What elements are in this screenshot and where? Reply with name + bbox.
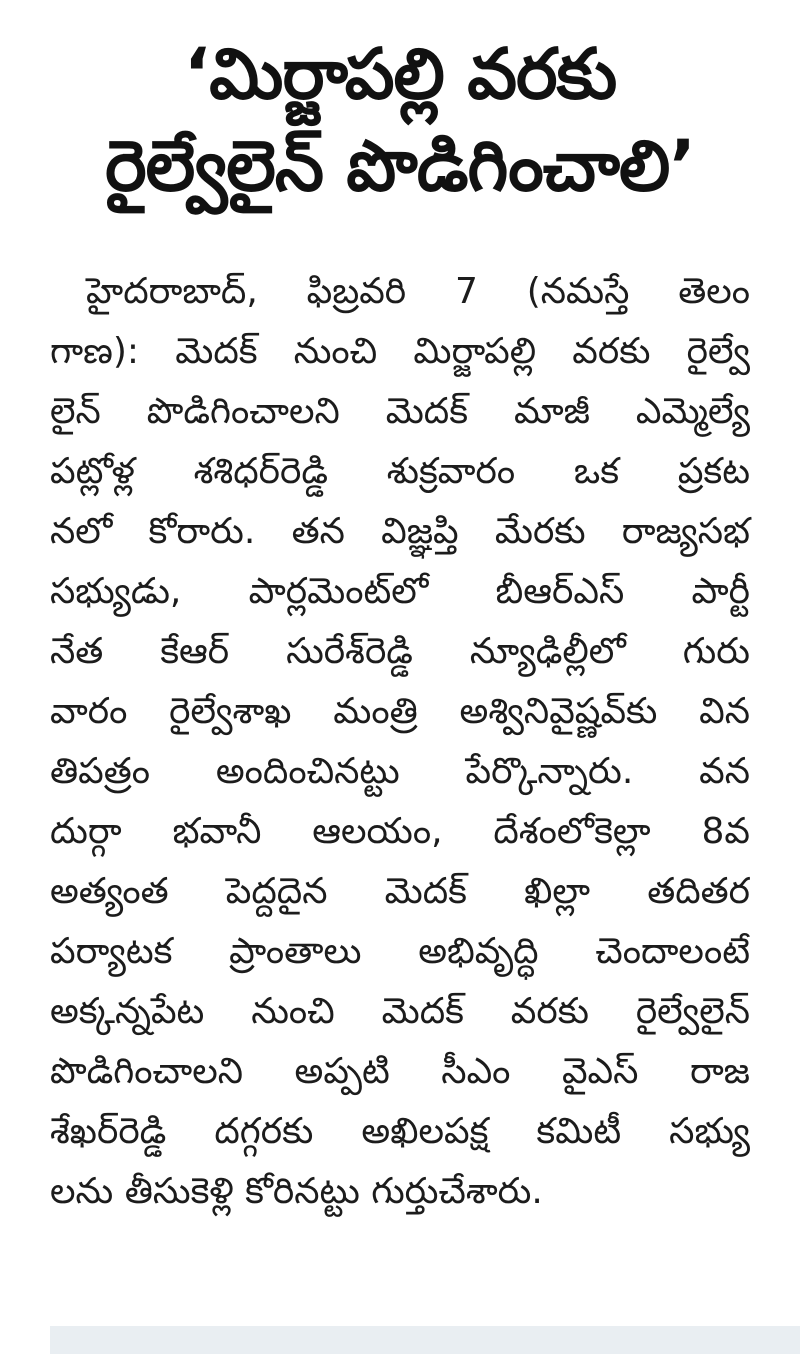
body-line: దుర్గా భవానీ ఆలయం, దేశంలోకెల్లా 8వ: [50, 811, 750, 852]
body-line: శేఖర్‌రెడ్డి దగ్గరకు అఖిలపక్ష కమిటీ సభ్యు: [50, 1111, 750, 1152]
body-line: అత్యంత పెద్దదైన మెదక్ ఖిల్లా తదితర: [50, 871, 750, 912]
headline-line-1: ‘మిర్జాపల్లి వరకు: [183, 33, 617, 115]
body-line: అక్కన్నపేట నుంచి మెదక్ వరకు రైల్వేలైన్: [50, 991, 750, 1032]
next-column-band: [50, 1326, 800, 1354]
body-line: వారం రైల్వేశాఖ మంత్రి అశ్వినివైష్ణవ్‌కు విన: [50, 691, 750, 732]
article-headline: [0, 28, 800, 212]
body-line: గాణ): మెదక్ నుంచి మిర్జాపల్లి వరకు రైల్వే: [50, 331, 750, 372]
body-line: లైన్ పొడిగించాలని మెదక్ మాజీ ఎమ్మెల్యే: [50, 391, 750, 432]
body-line: తిపత్రం అందించినట్టు పేర్కొన్నారు. వన: [50, 751, 750, 792]
body-line: సభ్యుడు, పార్లమెంట్‌లో బీఆర్‌ఎస్ పార్టీ: [50, 571, 750, 612]
article-body: [50, 262, 750, 1222]
body-line: పట్లోళ్ల శశిధర్‌రెడ్డి శుక్రవారం ఒక ప్రకట: [50, 451, 750, 492]
body-line: పొడిగించాలని అప్పటి సీఎం వైఎస్ రాజ: [50, 1051, 750, 1092]
body-line: నేత కేఆర్ సురేశ్‌రెడ్డి న్యూఢిల్లీలో గురు: [50, 631, 750, 672]
body-line: నలో కోరారు. తన విజ్ఞప్తి మేరకు రాజ్యసభ: [50, 511, 750, 552]
body-line: పర్యాటక ప్రాంతాలు అభివృద్ధి చెందాలంటే: [50, 931, 750, 972]
body-line: లను తీసుకెళ్లి కోరినట్టు గుర్తుచేశారు.: [50, 1171, 543, 1212]
headline-line-2: రైల్వేలైన్ పొడిగించాలి’: [105, 125, 695, 207]
body-line: హైదరాబాద్, ఫిబ్రవరి 7 (నమస్తే తెలం: [86, 271, 750, 312]
